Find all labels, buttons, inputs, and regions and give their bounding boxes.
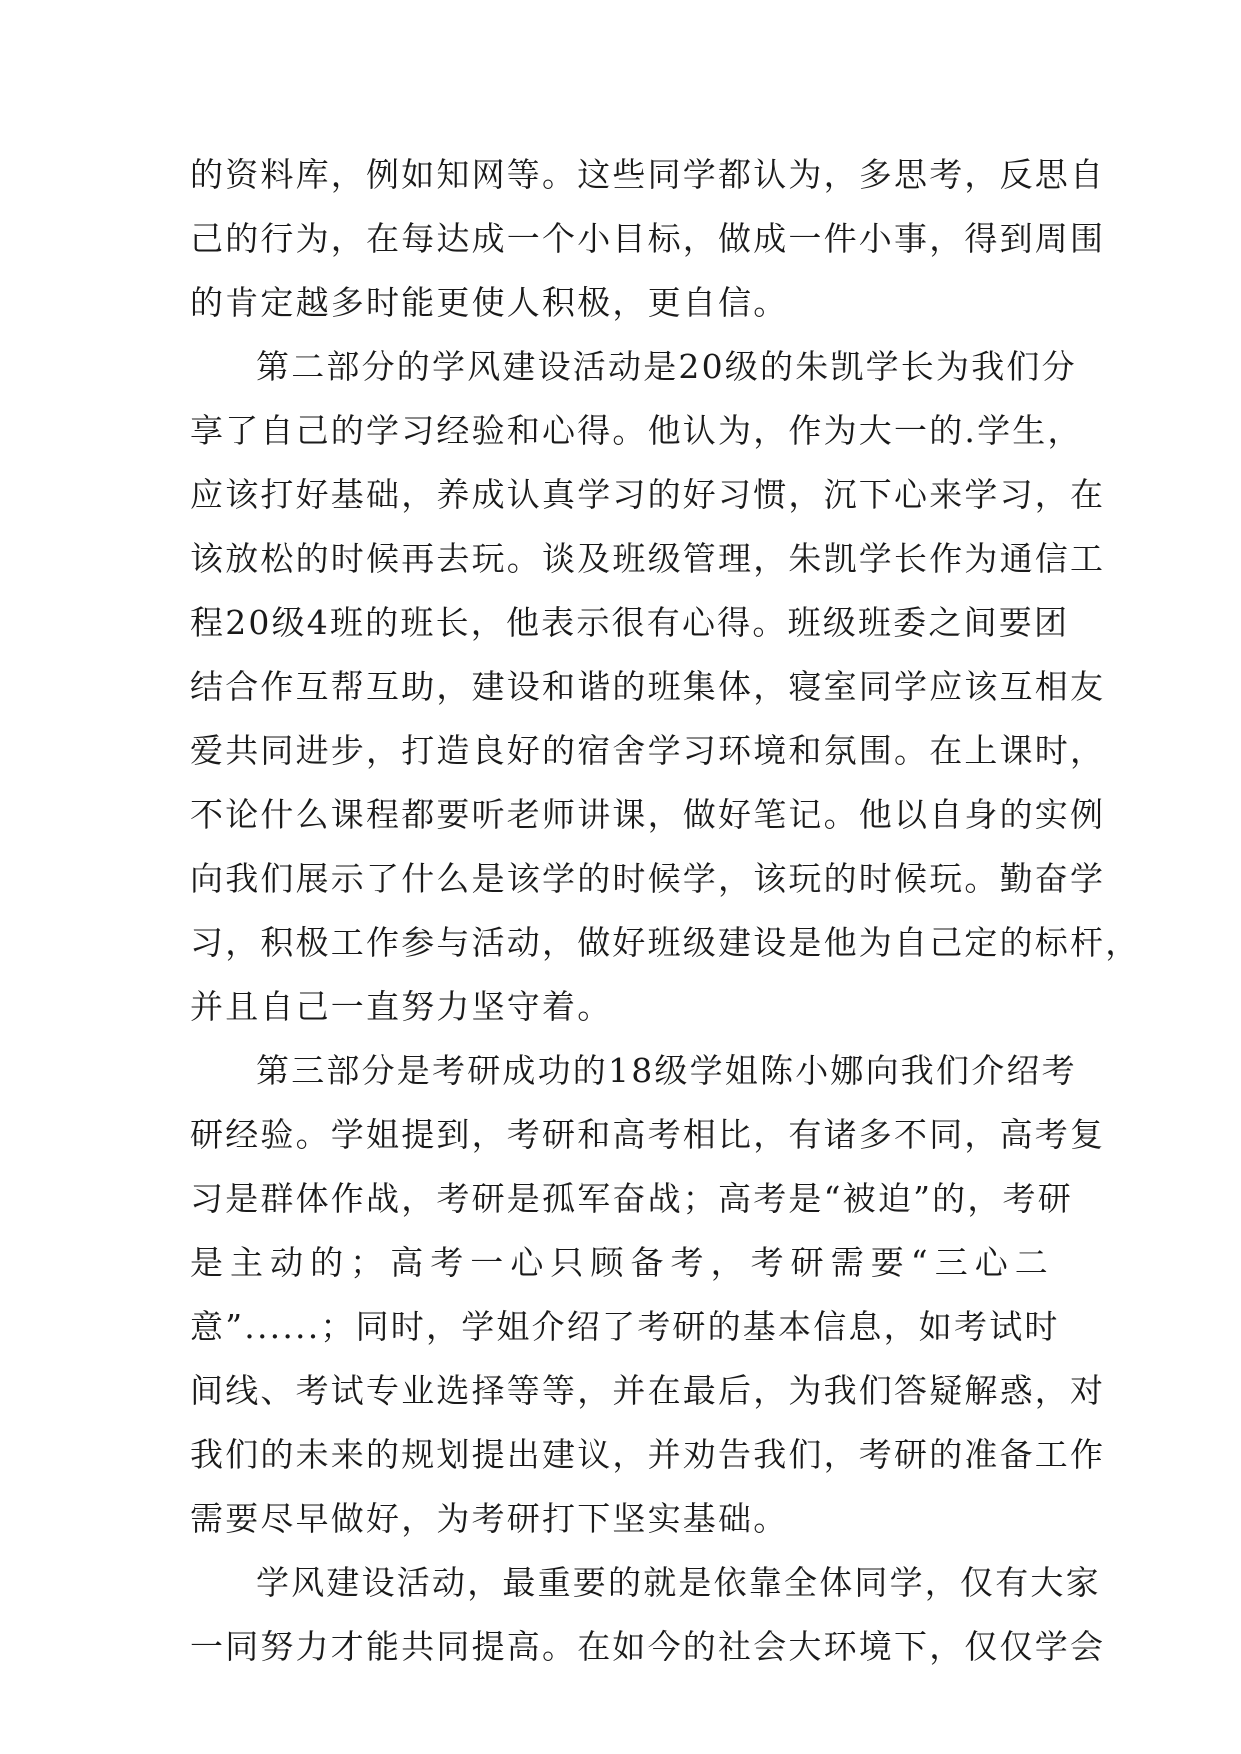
text-line: 第三部分是考研成功的18级学姐陈小娜向我们介绍考: [256, 1051, 1077, 1090]
text-line: 的资料库，例如知网等。这些同学都认为，多思考，反思自: [190, 155, 1106, 194]
text-line: 向我们展示了什么是该学的时候学，该玩的时候玩。勤奋学: [190, 859, 1106, 898]
text-line: 不论什么课程都要听老师讲课，做好笔记。他以自身的实例: [190, 795, 1106, 834]
paragraph: [190, 335, 1141, 1039]
text-line: 习，积极工作参与活动，做好班级建设是他为自己定的标杆，: [190, 923, 1141, 962]
text-line: 研经验。学姐提到，考研和高考相比，有诸多不同，高考复: [190, 1115, 1106, 1154]
text-line: 结合作互帮互助，建设和谐的班集体，寝室同学应该互相友: [190, 667, 1106, 706]
text-line: 习是群体作战，考研是孤军奋战；高考是“被迫”的，考研: [190, 1179, 1073, 1218]
text-line: 我们的未来的规划提出建议，并劝告我们，考研的准备工作: [190, 1435, 1106, 1474]
text-line: 间线、考试专业选择等等，并在最后，为我们答疑解惑，对: [190, 1371, 1106, 1410]
paragraph: [190, 1551, 1106, 1679]
text-line: 需要尽早做好，为考研打下坚实基础。: [190, 1499, 789, 1538]
text-line: 爱共同进步，打造良好的宿舍学习环境和氛围。在上课时，: [190, 731, 1106, 770]
document-body: [190, 143, 1141, 1679]
text-line: 享了自己的学习经验和心得。他认为，作为大一的.学生，: [190, 411, 1083, 450]
text-line: 己的行为，在每达成一个小目标，做成一件小事，得到周围: [190, 219, 1106, 258]
text-line: 的肯定越多时能更使人积极，更自信。: [190, 283, 789, 322]
text-line: 应该打好基础，养成认真学习的好习惯，沉下心来学习，在: [190, 475, 1106, 514]
text-line: 是主动的；高考一心只顾备考，考研需要“三心二: [190, 1243, 1050, 1282]
text-line: 程20级4班的班长，他表示很有心得。班级班委之间要团: [190, 603, 1070, 642]
text-line: 学风建设活动，最重要的就是依靠全体同学，仅有大家: [256, 1563, 1101, 1602]
paragraph: [190, 1039, 1106, 1551]
text-line: 该放松的时候再去玩。谈及班级管理，朱凯学长作为通信工: [190, 539, 1106, 578]
paragraph: [190, 143, 1106, 335]
text-line: 一同努力才能共同提高。在如今的社会大环境下，仅仅学会: [190, 1627, 1106, 1666]
text-line: 第二部分的学风建设活动是20级的朱凯学长为我们分: [256, 347, 1077, 386]
text-line: 意”......；同时，学姐介绍了考研的基本信息，如考试时: [190, 1307, 1060, 1346]
text-line: 并且自己一直努力坚守着。: [190, 987, 613, 1026]
